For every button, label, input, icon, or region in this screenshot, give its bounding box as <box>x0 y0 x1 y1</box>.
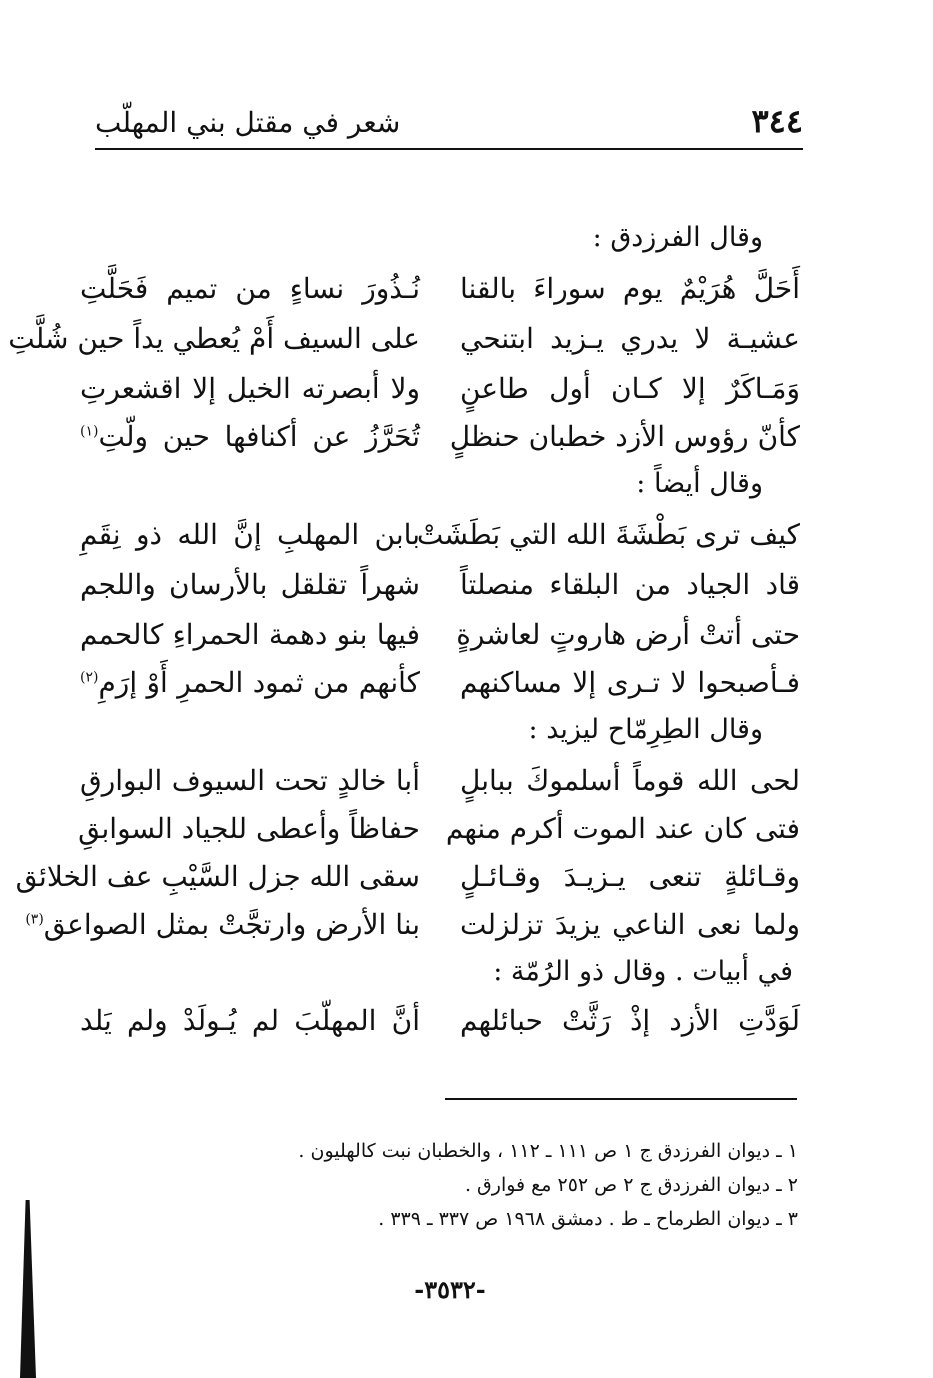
header-page-number: ٣٤٤ <box>751 102 803 140</box>
verse-second-hemistich <box>25 908 420 941</box>
verse-first-hemistich: وَمَـاكَرٌ إلا كـان أول طاعنٍ <box>460 372 800 405</box>
verse-second-hemistich <box>80 420 420 453</box>
verse-second-hemistich: أنَّ المهلّبَ لم يُـولَدْ ولم يَلد <box>80 1004 420 1037</box>
verse-first-hemistich: وقـائلةٍ تنعى يـزيـدَ وقـائـلٍ <box>460 860 800 893</box>
verse-line <box>80 272 800 316</box>
verse-first-hemistich: عشيـة لا يدري يـزيد ابتنحي <box>460 322 800 355</box>
verse-line <box>80 1004 800 1048</box>
scan-edge-mark <box>20 1200 36 1378</box>
verse-line <box>80 518 800 562</box>
verse-first-hemistich: حتى أتتْ أرض هاروتٍ لعاشرةٍ <box>456 618 800 651</box>
verse-first-hemistich: ولما نعى الناعي يزيدَ تزلزلت <box>460 908 800 941</box>
page-number: -٣٥٣٢- <box>414 1275 486 1304</box>
verse-line <box>80 812 800 856</box>
verse-first-hemistich: لَوَدَّتِ الأزد إذْ رَثَّتْ حبائلهم <box>460 1004 800 1037</box>
footnote: ٢ ـ ديوان الفرزدق ج ٢ ص ٢٥٢ مع فوارق . <box>464 1174 798 1196</box>
verse-first-hemistich: أَحَلَّ هُرَيْمٌ يوم سوراءَ بالقنا <box>460 272 800 305</box>
verse-first-hemistich: فـأصبحوا لا تـرى إلا مساكنهم <box>460 666 800 699</box>
verse-first-hemistich: كأنّ رؤوس الأزد خطبان حنظلٍ <box>449 420 800 453</box>
verse-second-hemistich: سقى الله جزل السَّيْبِ عف الخلائق <box>15 860 420 893</box>
verse-line <box>80 618 800 662</box>
verse-line <box>8 322 800 366</box>
verse-second-hemistich: فيها بنو دهمة الحمراءِ كالحمم <box>80 618 420 651</box>
verse-second-hemistich: أبا خالدٍ تحت السيوف البوارقِ <box>80 764 420 797</box>
verse-second-hemistich <box>80 666 420 699</box>
verse-line <box>80 666 800 710</box>
verse-line <box>80 568 800 612</box>
section-intro: وقال الفرزدق : <box>592 222 763 253</box>
verse-first-hemistich: لحى الله قوماً أسلموكَ ببابلٍ <box>460 764 800 797</box>
footnote: ٣ ـ ديوان الطرماح ـ ط . دمشق ١٩٦٨ ص ٣٣٧ ـ ٣٣٩ . <box>378 1208 798 1230</box>
verse-first-hemistich: كيف ترى بَطْشَةَ الله التي بَطَشَتْ <box>416 518 800 551</box>
section-intro: وقال الطِرِمّاح ليزيد : <box>528 714 763 745</box>
verse-second-hemistich: بابن المهلبِ إنَّ الله ذو نِقَمِ <box>80 518 420 551</box>
verse-line <box>80 764 800 808</box>
verse-line <box>15 860 800 904</box>
verse-line <box>25 908 800 952</box>
verse-first-hemistich: قاد الجياد من البلقاء منصلتاً <box>460 568 800 601</box>
hemistich-text: بنا الأرض وارتجَّتْ بمثل الصواعق <box>43 908 420 941</box>
hemistich-text: تُحَرَّزُ عن أكنافها حين ولّتِ <box>98 420 420 453</box>
verse-second-hemistich: على السيف أَمْ يُعطي يداً حين شُلَّتِ <box>8 322 420 355</box>
hemistich-text: كأنهم من ثمود الحمرِ أَوْ إرَمِ <box>98 666 420 699</box>
verse-first-hemistich: فتى كان عند الموت أكرم منهم <box>445 812 800 845</box>
verse-second-hemistich: ولا أبصرته الخيل إلا اقشعرتِ <box>80 372 420 405</box>
verse-second-hemistich: نُـذُورَ نساءٍ من تميم فَحَلَّتِ <box>80 272 420 305</box>
page-header <box>95 100 803 150</box>
footnote-separator <box>445 1098 797 1100</box>
footnote-marker: (٢) <box>80 669 99 686</box>
footnote-marker: (١) <box>80 423 99 440</box>
verse-line <box>80 420 800 464</box>
section-intro: في أبيات . وقال ذو الرُمّة : <box>493 956 793 987</box>
verse-line <box>80 372 800 416</box>
footnote: ١ ـ ديوان الفرزدق ج ١ ص ١١١ ـ ١١٢ ، والخطبان نبت كالهليون . <box>298 1140 798 1162</box>
running-title: شعر في مقتل بني المهلّب <box>95 106 401 139</box>
verse-second-hemistich: حفاظاً وأعطى للجياد السوابقِ <box>78 812 420 845</box>
section-intro: وقال أيضاً : <box>636 468 763 499</box>
verse-second-hemistich: شهراً تقلقل بالأرسان واللجم <box>80 568 420 601</box>
footnote-marker: (٣) <box>25 911 44 928</box>
